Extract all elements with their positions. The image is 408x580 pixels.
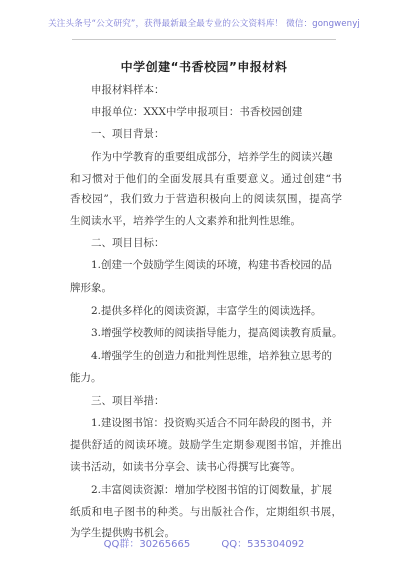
body-line: 3.增强学校教师的阅读指导能力，提高阅读教育质量。 [91, 327, 343, 339]
body-line: 4.增强学生的创造力和批判性思维，培养独立思考的 [91, 350, 333, 362]
section-heading: 二、项目目标： [91, 237, 165, 249]
header-divider [72, 39, 336, 40]
body-line: 申报材料样本： [91, 84, 165, 96]
body-line: 读书活动，如读书分享会、读书心得撰写比赛等。 [70, 461, 301, 473]
body-line: 香校园”，我们致力于营造积极向上的阅读氛围，提高学 [70, 193, 342, 205]
body-line: 申报单位：XXX中学申报项目：书香校园创建 [91, 106, 303, 118]
body-line: 牌形象。 [70, 282, 112, 294]
header-note: 关注头条号“公文研究”，获得最新最全最专业的公文资料库！ 微信：gongwenyj [48, 19, 360, 29]
body-line: 生阅读水平，培养学生的人文素养和批判性思维。 [70, 215, 301, 227]
body-line: 为学生提供购书机会。 [70, 527, 175, 539]
body-line: 作为中学教育的重要组成部分，培养学生的阅读兴趣 [91, 151, 333, 163]
body-line: 提供舒适的阅读环境。鼓励学生定期参观图书馆，并推出 [70, 439, 342, 451]
body-line: 1.创建一个鼓励学生阅读的环境，构建书香校园的品 [91, 259, 333, 271]
body-line: 2.提供多样化的阅读资源，丰富学生的阅读选择。 [91, 305, 322, 317]
section-heading: 三、项目举措： [91, 395, 165, 407]
section-heading: 一、项目背景： [91, 128, 165, 140]
body-line: 和习惯对于他们的全面发展具有重要意义。通过创建“书 [70, 173, 342, 185]
qq-contact-label: QQ：535304092 [221, 539, 305, 550]
body-line: 1.建设图书馆：投资购买适合不同年龄段的图书，并 [91, 417, 333, 429]
document-title: 中学创建“书香校园”申报材料 [120, 60, 288, 74]
footer-contacts [0, 535, 408, 550]
body-line: 2.丰富阅读资源：增加学校图书馆的订阅数量，扩展 [91, 484, 333, 496]
body-line: 能力。 [70, 372, 102, 384]
body-line: 纸质和电子图书的种类。与出版社合作，定期组织书展， [70, 506, 342, 518]
qq-group-label: QQ群：30265665 [103, 539, 191, 550]
